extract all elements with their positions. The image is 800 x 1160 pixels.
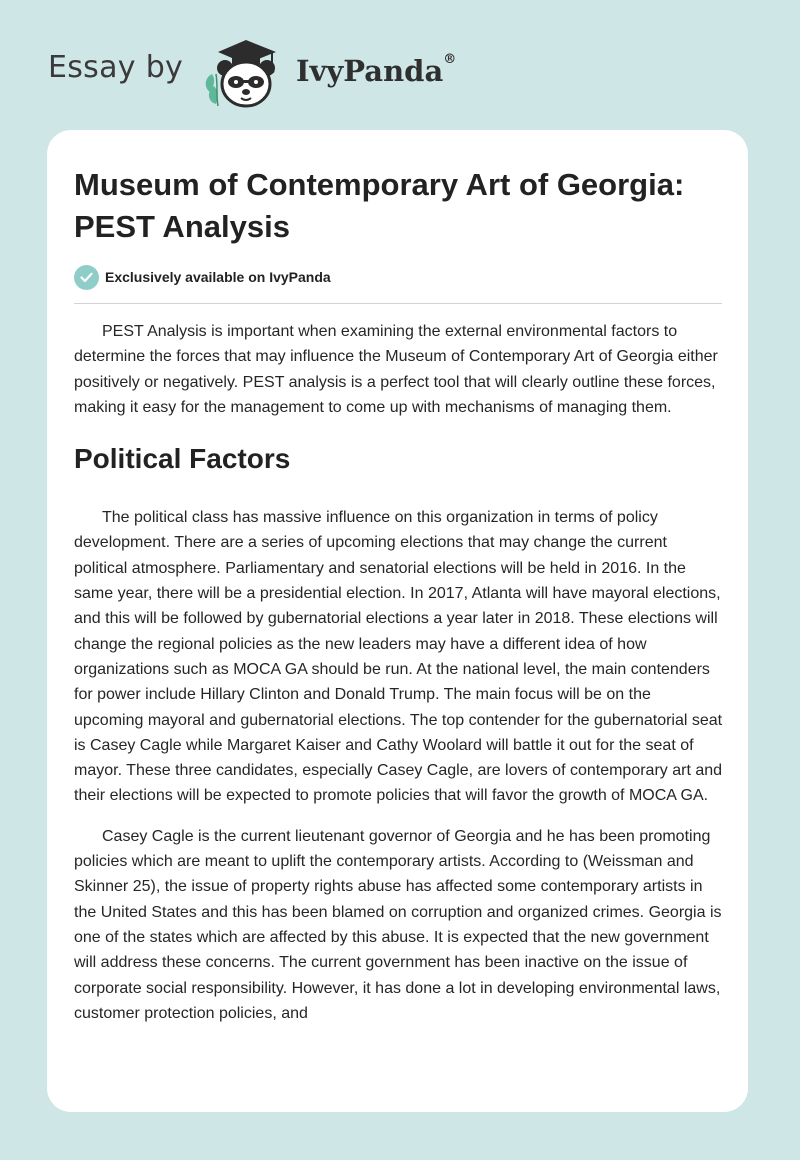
panda-graduate-icon[interactable]: [198, 34, 294, 112]
brand-name-text: IvyPanda: [296, 54, 444, 88]
body-paragraph: The political class has massive influence on this organization in terms of policy development. There are a series of upcoming elections that may change the current political atmosphere. Parliamentary and senatorial elections will be held in 2016. In the same year, there will be a presidential election. In 2017, Atlanta will have mayoral elections, and this will be followed by gubernatorial elections a year later in 2018. These elections will change the regional policies as the new leaders may have a different idea of how organizations such as MOCA GA should be run. At the national level, the main contenders for power include Hillary Clinton and Donald Trump. The main focus will be on the upcoming mayoral and gubernatorial elections. The top contender for the gubernatorial seat is Casey Cagle while Margaret Kaiser and Cathy Woolard will battle it out for the seat of mayor. These three candidates, especially Casey Cagle, are lovers of contemporary art and their elections will be expected to promote policies that will favor the growth of MOCA GA.: [74, 509, 723, 805]
section-heading: Political Factors: [74, 443, 291, 475]
essay-by-label: Essay by: [48, 50, 184, 85]
exclusive-badge: [74, 264, 331, 290]
intro-paragraph: PEST Analysis is important when examining the external environmental factors to determine the forces that may influence the Museum of Contemporary Art of Georgia either positively or negatively. PEST analysis is a perfect tool that will clearly outline these forces, making it easy for the management to come up with mechanisms of managing them.: [74, 323, 718, 416]
title-divider: [74, 303, 722, 304]
trademark-symbol: ®: [443, 52, 457, 67]
site-header: [0, 0, 800, 130]
body-paragraph: Casey Cagle is the current lieutenant governor of Georgia and he has been promoting policies which are meant to uplift the contemporary artists. According to (Weissman and Skinner 25), the issue of property rights abuse has affected some contemporary artists in the United States and this has been blamed on corruption and organized crimes. Georgia is one of the states which are affected by this abuse. It is expected that the new government will address these concerns. The current government has been inactive on the issue of corporate social responsibility. However, it has done a lot in developing environmental laws, customer protection policies, and: [74, 827, 722, 1022]
exclusive-badge-text: Exclusively available on IvyPanda: [105, 269, 331, 285]
check-circle-icon: [74, 265, 99, 290]
essay-body: [74, 319, 724, 1041]
brand-name[interactable]: [296, 54, 456, 88]
essay-card: [47, 130, 748, 1112]
page-title: Museum of Contemporary Art of Georgia: PEST Analysis: [74, 167, 685, 244]
